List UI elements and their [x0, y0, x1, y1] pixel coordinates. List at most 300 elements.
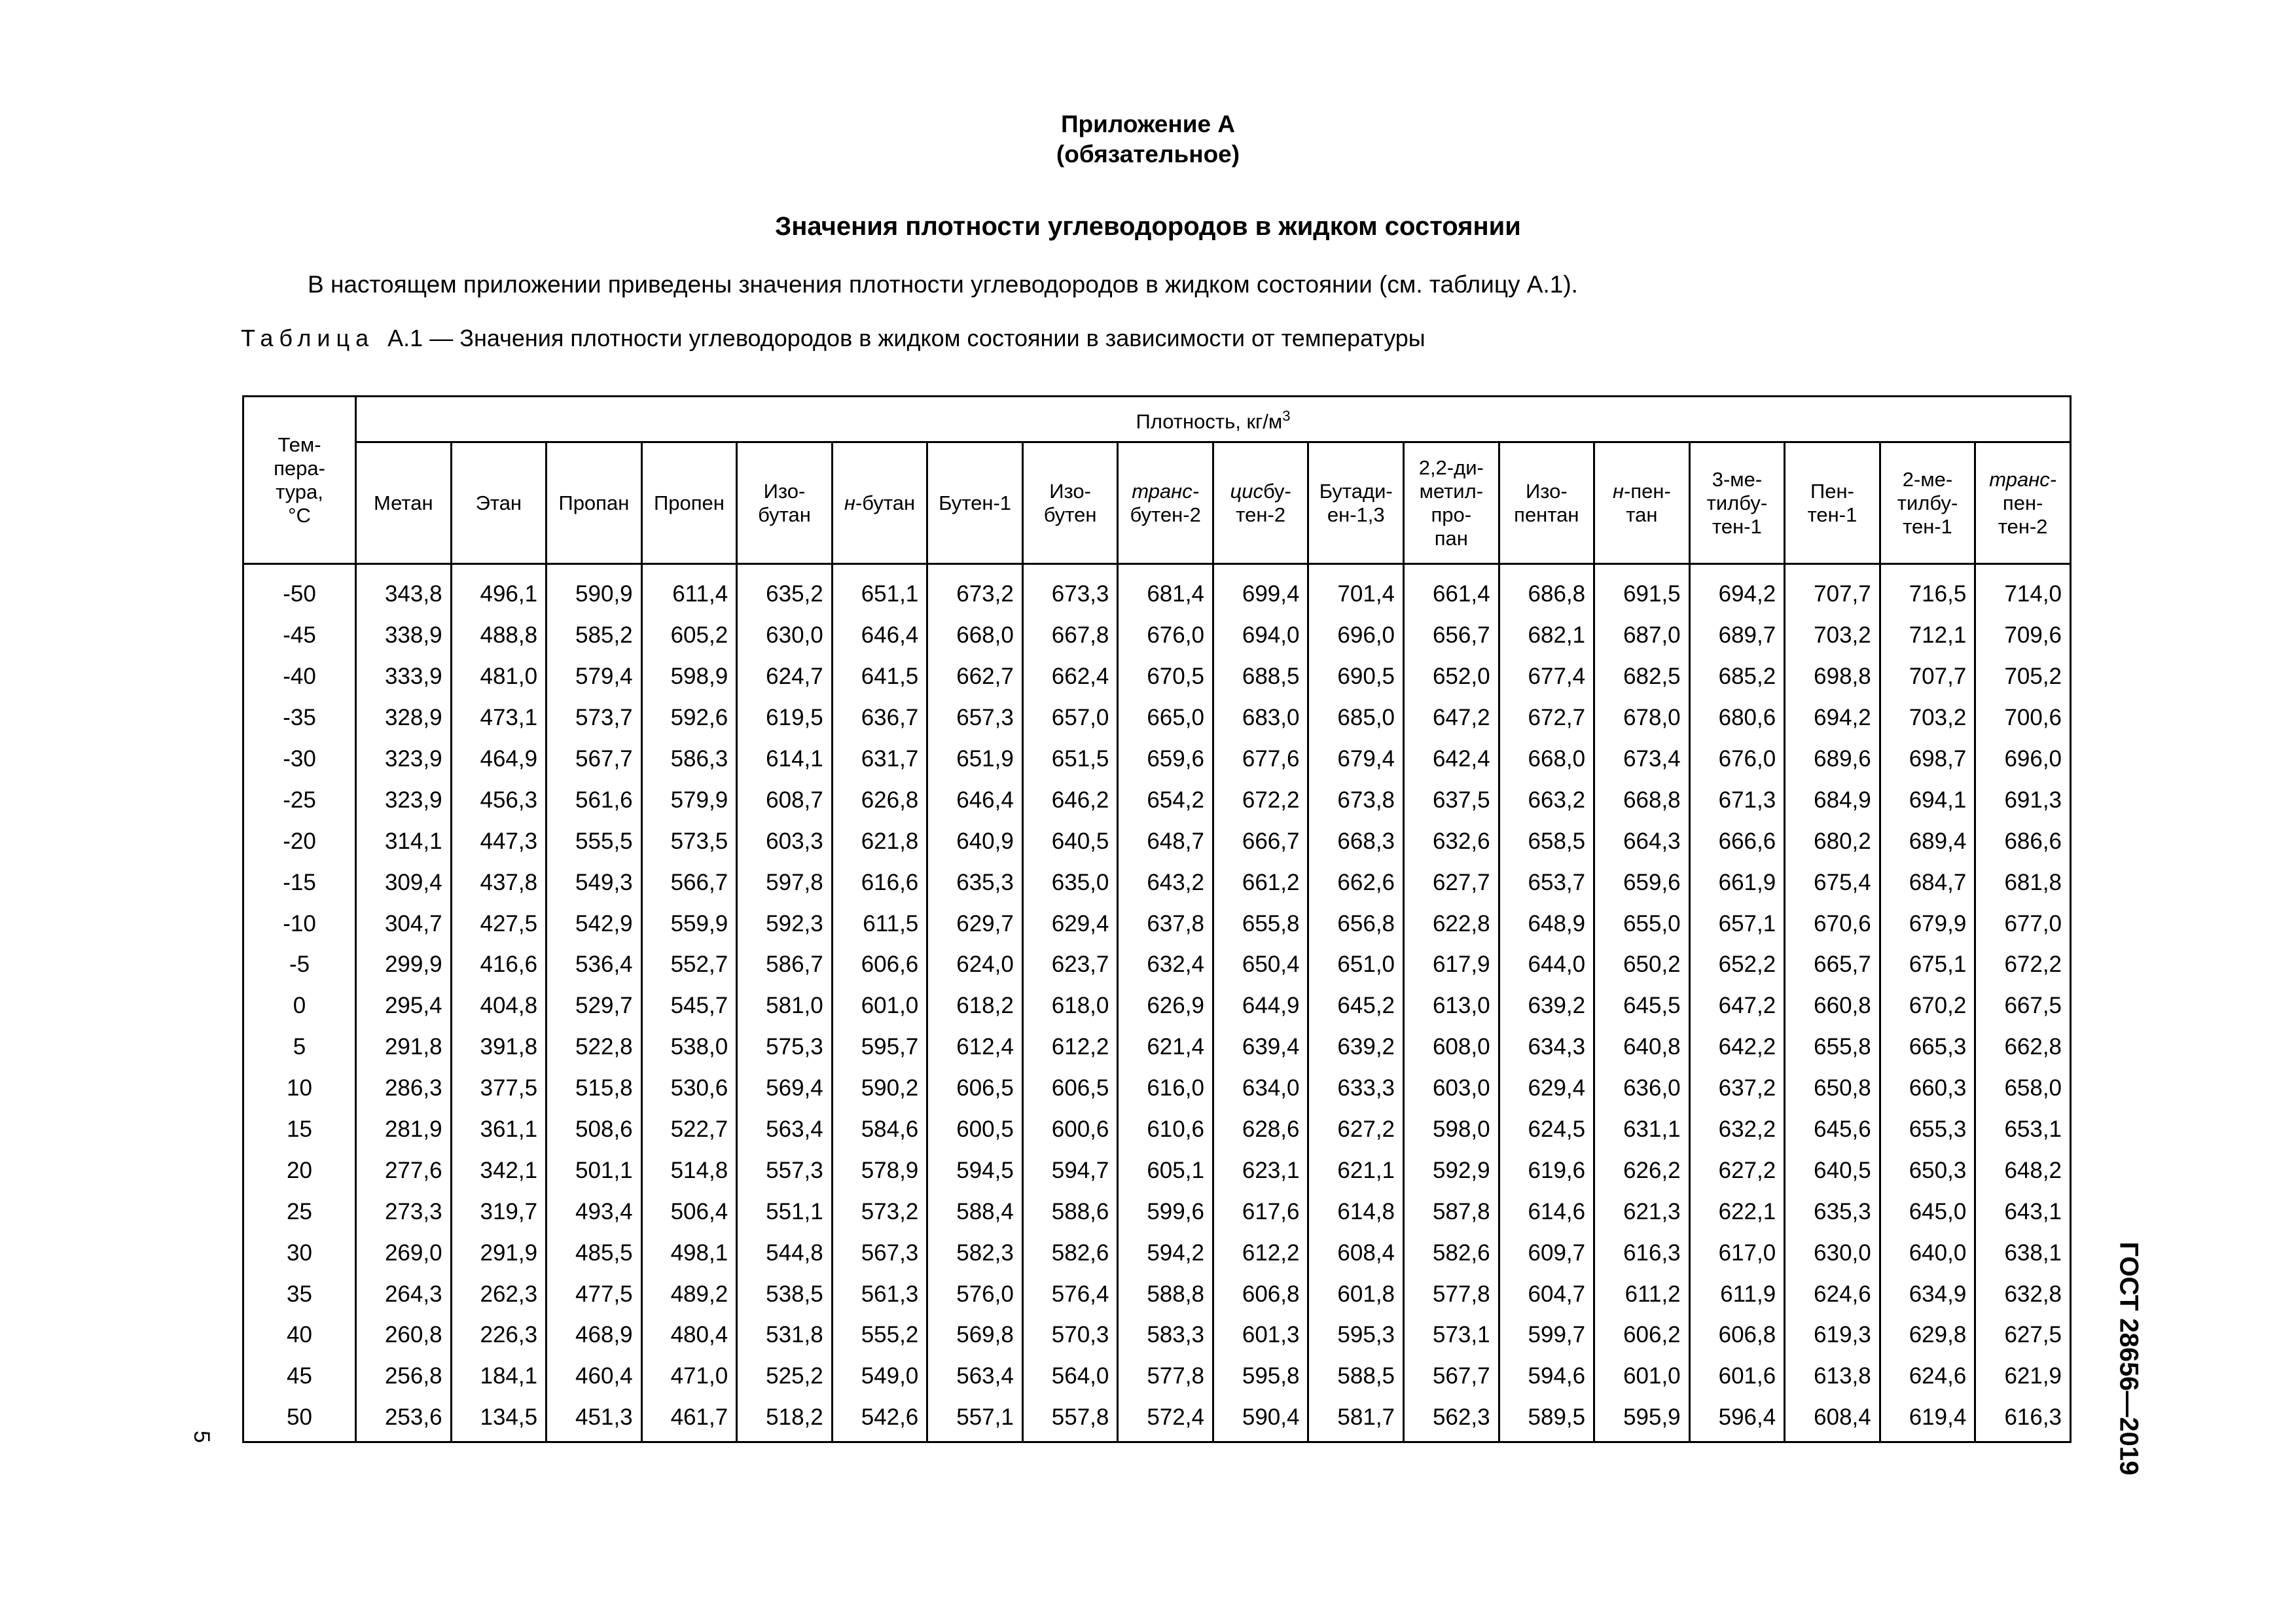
density-cell: 624,6 [1880, 1356, 1975, 1397]
density-cell: 361,1 [451, 1109, 547, 1150]
density-cell: 557,1 [927, 1397, 1023, 1442]
density-cell: 653,7 [1499, 862, 1594, 903]
density-cell: 707,7 [1785, 564, 1880, 615]
density-cell: 631,1 [1594, 1109, 1690, 1150]
density-cell: 657,0 [1022, 698, 1118, 739]
density-cell: 611,4 [641, 564, 737, 615]
density-cell: 635,3 [927, 862, 1023, 903]
column-header: транс- бутен-2 [1118, 442, 1213, 564]
density-cell: 608,4 [1785, 1397, 1880, 1442]
density-cell: 630,0 [737, 615, 833, 656]
density-cell: 632,4 [1118, 944, 1213, 986]
density-cell: 661,2 [1213, 862, 1308, 903]
density-cell: 498,1 [641, 1232, 737, 1274]
density-cell: 416,6 [451, 944, 547, 986]
density-cell: 689,6 [1785, 739, 1880, 780]
density-cell: 666,7 [1213, 821, 1308, 862]
column-header: Метан [356, 442, 452, 564]
density-cell: 584,6 [832, 1109, 927, 1150]
density-cell: 606,8 [1213, 1274, 1308, 1315]
density-cell: 691,5 [1594, 564, 1690, 615]
density-cell: 683,0 [1213, 698, 1308, 739]
density-cell: 619,4 [1880, 1397, 1975, 1442]
density-cell: 515,8 [547, 1068, 642, 1109]
column-header: Бутади- ен-1,3 [1308, 442, 1404, 564]
density-cell: 621,9 [1975, 1356, 2071, 1397]
density-cell: 682,5 [1594, 656, 1690, 698]
density-cell: 588,8 [1118, 1274, 1213, 1315]
density-cell: 657,1 [1689, 903, 1785, 944]
density-cell: 613,8 [1785, 1356, 1880, 1397]
density-cell: 601,0 [1594, 1356, 1690, 1397]
density-cell: 696,0 [1308, 615, 1404, 656]
density-cell: 676,0 [1118, 615, 1213, 656]
density-cell: 637,2 [1689, 1068, 1785, 1109]
density-cell: 404,8 [451, 986, 547, 1027]
density-cell: 610,6 [1118, 1109, 1213, 1150]
density-cell: 714,0 [1975, 564, 2071, 615]
density-cell: 291,8 [356, 1027, 452, 1068]
density-cell: 630,0 [1785, 1232, 1880, 1274]
density-cell: 680,6 [1689, 698, 1785, 739]
density-cell: 663,2 [1499, 779, 1594, 821]
density-cell: 675,1 [1880, 944, 1975, 986]
density-cell: 648,7 [1118, 821, 1213, 862]
density-cell: 621,3 [1594, 1191, 1690, 1232]
density-cell: 637,5 [1404, 779, 1499, 821]
density-cell: 640,8 [1594, 1027, 1690, 1068]
density-cell: 588,6 [1022, 1191, 1118, 1232]
density-table [242, 395, 2072, 1443]
density-cell: 665,7 [1785, 944, 1880, 986]
density-cell: 676,0 [1689, 739, 1785, 780]
column-header: н-бутан [832, 442, 927, 564]
density-cell: 583,3 [1118, 1315, 1213, 1356]
density-cell: 447,3 [451, 821, 547, 862]
temperature-cell: -45 [243, 615, 356, 656]
table-caption [241, 323, 1426, 353]
density-cell: 650,8 [1785, 1068, 1880, 1109]
density-cell: 576,0 [927, 1274, 1023, 1315]
density-cell: 650,4 [1213, 944, 1308, 986]
density-cell: 496,1 [451, 564, 547, 615]
density-cell: 635,2 [737, 564, 833, 615]
density-cell: 624,0 [927, 944, 1023, 986]
density-cell: 643,2 [1118, 862, 1213, 903]
density-cell: 698,8 [1785, 656, 1880, 698]
density-cell: 617,0 [1689, 1232, 1785, 1274]
density-cell: 645,2 [1308, 986, 1404, 1027]
density-cell: 552,7 [641, 944, 737, 986]
density-cell: 650,3 [1880, 1150, 1975, 1191]
density-cell: 642,2 [1689, 1027, 1785, 1068]
density-cell: 477,5 [547, 1274, 642, 1315]
density-cell: 682,1 [1499, 615, 1594, 656]
density-cell: 612,2 [1022, 1027, 1118, 1068]
density-cell: 473,1 [451, 698, 547, 739]
column-header: Бутен-1 [927, 442, 1023, 564]
density-cell: 616,0 [1118, 1068, 1213, 1109]
density-cell: 619,5 [737, 698, 833, 739]
density-cell: 619,3 [1785, 1315, 1880, 1356]
density-cell: 567,7 [547, 739, 642, 780]
density-cell: 286,3 [356, 1068, 452, 1109]
density-cell: 594,6 [1499, 1356, 1594, 1397]
density-cell: 557,8 [1022, 1397, 1118, 1442]
density-cell: 606,2 [1594, 1315, 1690, 1356]
density-cell: 670,6 [1785, 903, 1880, 944]
density-cell: 673,2 [927, 564, 1023, 615]
density-cell: 582,3 [927, 1232, 1023, 1274]
density-cell: 651,1 [832, 564, 927, 615]
density-cell: 627,5 [1975, 1315, 2071, 1356]
density-cell: 634,0 [1213, 1068, 1308, 1109]
density-cell: 328,9 [356, 698, 452, 739]
density-cell: 599,6 [1118, 1191, 1213, 1232]
density-cell: 594,7 [1022, 1150, 1118, 1191]
density-cell: 604,7 [1499, 1274, 1594, 1315]
density-cell: 253,6 [356, 1397, 452, 1442]
density-cell: 608,7 [737, 779, 833, 821]
density-cell: 633,3 [1308, 1068, 1404, 1109]
temperature-cell: 5 [243, 1027, 356, 1068]
density-cell: 573,7 [547, 698, 642, 739]
table-row [243, 986, 2071, 1027]
density-cell: 573,2 [832, 1191, 927, 1232]
density-cell: 631,7 [832, 739, 927, 780]
density-cell: 700,6 [1975, 698, 2071, 739]
density-cell: 668,8 [1594, 779, 1690, 821]
density-cell: 623,1 [1213, 1150, 1308, 1191]
density-cell: 626,9 [1118, 986, 1213, 1027]
density-cell: 595,9 [1594, 1397, 1690, 1442]
density-cell: 269,0 [356, 1232, 452, 1274]
density-cell: 611,5 [832, 903, 927, 944]
density-cell: 671,3 [1689, 779, 1785, 821]
caption-label: Таблица [241, 325, 375, 351]
density-cell: 636,0 [1594, 1068, 1690, 1109]
density-cell: 606,8 [1689, 1315, 1785, 1356]
density-cell: 626,8 [832, 779, 927, 821]
density-cell: 529,7 [547, 986, 642, 1027]
density-cell: 617,9 [1404, 944, 1499, 986]
temperature-cell: 15 [243, 1109, 356, 1150]
density-cell: 707,7 [1880, 656, 1975, 698]
density-cell: 629,4 [1022, 903, 1118, 944]
density-cell: 626,2 [1594, 1150, 1690, 1191]
density-cell: 666,6 [1689, 821, 1785, 862]
density-cell: 273,3 [356, 1191, 452, 1232]
density-cell: 592,6 [641, 698, 737, 739]
density-cell: 634,3 [1499, 1027, 1594, 1068]
density-cell: 508,6 [547, 1109, 642, 1150]
density-cell: 635,3 [1785, 1191, 1880, 1232]
density-cell: 652,2 [1689, 944, 1785, 986]
density-cell: 618,0 [1022, 986, 1118, 1027]
table-row [243, 944, 2071, 986]
density-cell: 645,6 [1785, 1109, 1880, 1150]
temperature-cell: -35 [243, 698, 356, 739]
table-row [243, 1068, 2071, 1109]
density-cell: 694,2 [1785, 698, 1880, 739]
column-header: 2,2-ди- метил- про- пан [1404, 442, 1499, 564]
density-cell: 600,6 [1022, 1109, 1118, 1150]
density-cell: 299,9 [356, 944, 452, 986]
table-row [243, 1232, 2071, 1274]
density-cell: 281,9 [356, 1109, 452, 1150]
density-cell: 668,0 [927, 615, 1023, 656]
density-cell: 572,4 [1118, 1397, 1213, 1442]
density-cell: 645,0 [1880, 1191, 1975, 1232]
density-cell: 485,5 [547, 1232, 642, 1274]
density-cell: 656,7 [1404, 615, 1499, 656]
table-row [243, 1027, 2071, 1068]
density-cell: 262,3 [451, 1274, 547, 1315]
density-cell: 518,2 [737, 1397, 833, 1442]
density-group-header [356, 397, 2071, 442]
density-cell: 522,7 [641, 1109, 737, 1150]
column-header: Пен- тен-1 [1785, 442, 1880, 564]
density-cell: 391,8 [451, 1027, 547, 1068]
density-cell: 684,7 [1880, 862, 1975, 903]
density-cell: 691,3 [1975, 779, 2071, 821]
density-cell: 664,3 [1594, 821, 1690, 862]
density-cell: 506,4 [641, 1191, 737, 1232]
density-cell: 594,2 [1118, 1232, 1213, 1274]
document-code: ГОСТ 28656—2019 [2114, 1241, 2144, 1476]
density-cell: 592,3 [737, 903, 833, 944]
temperature-cell: -20 [243, 821, 356, 862]
temperature-cell: 40 [243, 1315, 356, 1356]
density-cell: 588,4 [927, 1191, 1023, 1232]
density-cell: 605,1 [1118, 1150, 1213, 1191]
density-cell: 309,4 [356, 862, 452, 903]
density-cell: 451,3 [547, 1397, 642, 1442]
density-group-label: Плотность, кг/м [1136, 410, 1283, 433]
density-cell: 531,8 [737, 1315, 833, 1356]
density-cell: 489,2 [641, 1274, 737, 1315]
appendix-title: Значения плотности углеводородов в жидком состоянии [775, 212, 1521, 241]
density-cell: 627,7 [1404, 862, 1499, 903]
density-cell: 654,2 [1118, 779, 1213, 821]
density-cell: 622,8 [1404, 903, 1499, 944]
table-row [243, 615, 2071, 656]
density-cell: 701,4 [1308, 564, 1404, 615]
density-cell: 629,7 [927, 903, 1023, 944]
table-body [243, 564, 2071, 1442]
table-row [243, 656, 2071, 698]
density-cell: 603,3 [737, 821, 833, 862]
density-cell: 226,3 [451, 1315, 547, 1356]
density-cell: 614,1 [737, 739, 833, 780]
density-cell: 595,8 [1213, 1356, 1308, 1397]
density-cell: 608,0 [1404, 1027, 1499, 1068]
density-cell: 461,7 [641, 1397, 737, 1442]
column-header: Изо- бутан [737, 442, 833, 564]
density-cell: 601,3 [1213, 1315, 1308, 1356]
density-cell: 609,7 [1499, 1232, 1594, 1274]
density-cell: 464,9 [451, 739, 547, 780]
density-cell: 563,4 [927, 1356, 1023, 1397]
density-cell: 646,4 [832, 615, 927, 656]
density-cell: 488,8 [451, 615, 547, 656]
density-cell: 651,5 [1022, 739, 1118, 780]
density-cell: 686,6 [1975, 821, 2071, 862]
density-cell: 595,7 [832, 1027, 927, 1068]
density-cell: 624,6 [1785, 1274, 1880, 1315]
density-cell: 677,6 [1213, 739, 1308, 780]
density-cell: 614,6 [1499, 1191, 1594, 1232]
density-cell: 703,2 [1880, 698, 1975, 739]
density-cell: 608,4 [1308, 1232, 1404, 1274]
density-cell: 260,8 [356, 1315, 452, 1356]
density-cell: 304,7 [356, 903, 452, 944]
density-cell: 685,2 [1689, 656, 1785, 698]
density-cell: 658,0 [1975, 1068, 2071, 1109]
density-cell: 601,8 [1308, 1274, 1404, 1315]
density-cell: 545,7 [641, 986, 737, 1027]
density-cell: 471,0 [641, 1356, 737, 1397]
density-cell: 612,2 [1213, 1232, 1308, 1274]
column-header: Этан [451, 442, 547, 564]
density-cell: 660,3 [1880, 1068, 1975, 1109]
density-cell: 567,3 [832, 1232, 927, 1274]
density-cell: 342,1 [451, 1150, 547, 1191]
temperature-cell: 10 [243, 1068, 356, 1109]
density-cell: 606,5 [1022, 1068, 1118, 1109]
density-cell: 437,8 [451, 862, 547, 903]
density-cell: 623,7 [1022, 944, 1118, 986]
column-header: цисбу- тен-2 [1213, 442, 1308, 564]
density-cell: 698,7 [1880, 739, 1975, 780]
table-row [243, 698, 2071, 739]
density-cell: 648,9 [1499, 903, 1594, 944]
density-cell: 640,5 [1022, 821, 1118, 862]
density-cell: 685,0 [1308, 698, 1404, 739]
density-cell: 648,2 [1975, 1150, 2071, 1191]
density-cell: 600,5 [927, 1109, 1023, 1150]
density-cell: 637,8 [1118, 903, 1213, 944]
density-cell: 514,8 [641, 1150, 737, 1191]
density-cell: 635,0 [1022, 862, 1118, 903]
density-cell: 642,4 [1404, 739, 1499, 780]
density-cell: 291,9 [451, 1232, 547, 1274]
density-cell: 256,8 [356, 1356, 452, 1397]
density-cell: 549,3 [547, 862, 642, 903]
density-cell: 643,1 [1975, 1191, 2071, 1232]
density-cell: 573,5 [641, 821, 737, 862]
density-cell: 639,4 [1213, 1027, 1308, 1068]
density-cell: 684,9 [1785, 779, 1880, 821]
column-header: Изо- пентан [1499, 442, 1594, 564]
density-cell: 606,6 [832, 944, 927, 986]
density-cell: 680,2 [1785, 821, 1880, 862]
temperature-cell: 0 [243, 986, 356, 1027]
density-cell: 323,9 [356, 779, 452, 821]
table-row [243, 779, 2071, 821]
density-cell: 575,3 [737, 1027, 833, 1068]
density-cell: 640,9 [927, 821, 1023, 862]
temperature-cell: -15 [243, 862, 356, 903]
density-cell: 662,6 [1308, 862, 1404, 903]
density-cell: 551,1 [737, 1191, 833, 1232]
density-cell: 611,9 [1689, 1274, 1785, 1315]
density-cell: 314,1 [356, 821, 452, 862]
density-cell: 525,2 [737, 1356, 833, 1397]
density-cell: 712,1 [1880, 615, 1975, 656]
density-cell: 563,4 [737, 1109, 833, 1150]
density-cell: 658,5 [1499, 821, 1594, 862]
density-cell: 677,4 [1499, 656, 1594, 698]
density-cell: 619,6 [1499, 1150, 1594, 1191]
density-cell: 578,9 [832, 1150, 927, 1191]
density-cell: 538,5 [737, 1274, 833, 1315]
density-cell: 616,3 [1975, 1397, 2071, 1442]
density-cell: 655,8 [1213, 903, 1308, 944]
density-cell: 542,9 [547, 903, 642, 944]
density-cell: 681,8 [1975, 862, 2071, 903]
density-cell: 622,1 [1689, 1191, 1785, 1232]
density-cell: 582,6 [1022, 1232, 1118, 1274]
table-row [243, 739, 2071, 780]
density-cell: 662,8 [1975, 1027, 2071, 1068]
density-cell: 544,8 [737, 1232, 833, 1274]
density-cell: 481,0 [451, 656, 547, 698]
density-cell: 598,9 [641, 656, 737, 698]
density-cell: 576,4 [1022, 1274, 1118, 1315]
density-cell: 661,4 [1404, 564, 1499, 615]
table-row [243, 821, 2071, 862]
density-cell: 564,0 [1022, 1356, 1118, 1397]
density-cell: 672,2 [1975, 944, 2071, 986]
density-cell: 681,4 [1118, 564, 1213, 615]
density-cell: 624,7 [737, 656, 833, 698]
density-cell: 672,7 [1499, 698, 1594, 739]
table-row [243, 903, 2071, 944]
density-cell: 559,9 [641, 903, 737, 944]
temperature-cell: 20 [243, 1150, 356, 1191]
density-cell: 579,9 [641, 779, 737, 821]
table-row [243, 1191, 2071, 1232]
density-cell: 629,4 [1499, 1068, 1594, 1109]
density-cell: 665,0 [1118, 698, 1213, 739]
density-cell: 638,1 [1975, 1232, 2071, 1274]
page-number: 5 [188, 1431, 214, 1443]
density-cell: 579,4 [547, 656, 642, 698]
density-cell: 661,9 [1689, 862, 1785, 903]
density-cell: 480,4 [641, 1315, 737, 1356]
density-cell: 589,5 [1499, 1397, 1594, 1442]
density-cell: 689,7 [1689, 615, 1785, 656]
table-row [243, 564, 2071, 615]
density-cell: 659,6 [1118, 739, 1213, 780]
temperature-cell: 50 [243, 1397, 356, 1442]
density-cell: 343,8 [356, 564, 452, 615]
table-row [243, 1109, 2071, 1150]
density-cell: 616,6 [832, 862, 927, 903]
density-unit-exponent: 3 [1282, 408, 1291, 425]
density-cell: 582,6 [1404, 1232, 1499, 1274]
column-header: Изо- бутен [1022, 442, 1118, 564]
density-cell: 577,8 [1118, 1356, 1213, 1397]
density-cell: 641,5 [832, 656, 927, 698]
density-cell: 184,1 [451, 1356, 547, 1397]
temperature-cell: 25 [243, 1191, 356, 1232]
density-cell: 632,2 [1689, 1109, 1785, 1150]
density-cell: 668,3 [1308, 821, 1404, 862]
density-cell: 627,2 [1308, 1109, 1404, 1150]
table-row [243, 1150, 2071, 1191]
